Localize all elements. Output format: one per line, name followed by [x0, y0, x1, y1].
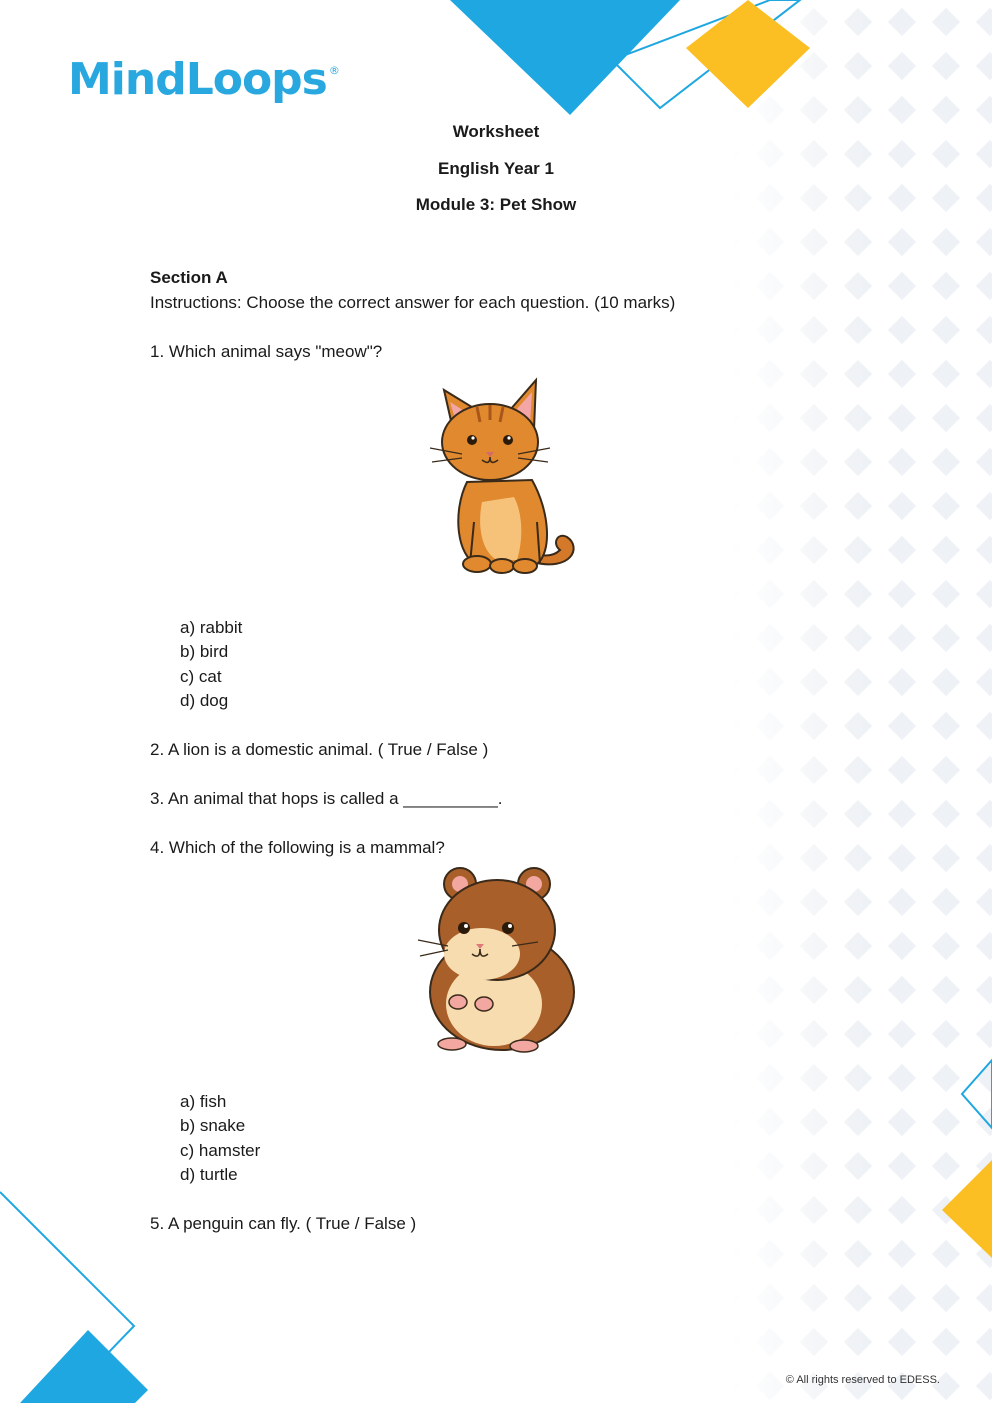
q1-option-d: d) dog — [180, 691, 229, 710]
question-5: 5. A penguin can fly. ( True / False ) — [150, 1214, 417, 1233]
cat-illustration — [422, 372, 587, 584]
module-title: Module 3: Pet Show — [415, 195, 577, 214]
hamster-illustration — [412, 862, 587, 1057]
copyright-footer: © All rights reserved to EDESS. — [785, 1374, 940, 1386]
question-4: 4. Which of the following is a mammal? — [150, 838, 445, 857]
q4-option-b: b) snake — [180, 1116, 246, 1135]
blue-triangle-bottom — [20, 1330, 148, 1403]
q1-option-c: c) cat — [180, 667, 222, 686]
q4-option-a: a) fish — [180, 1092, 227, 1111]
section-instructions: Instructions: Choose the correct answer for each question. (10 marks) — [150, 293, 676, 312]
q4-option-d: d) turtle — [180, 1165, 238, 1184]
question-3: 3. An animal that hops is called a __________. — [150, 789, 503, 808]
worksheet-title: Worksheet — [452, 122, 540, 141]
question-1: 1. Which animal says "meow"? — [150, 342, 383, 361]
mindloops-logo: MindLoops ® — [68, 54, 339, 105]
subject-title: English Year 1 — [438, 159, 554, 178]
question-2: 2. A lion is a domestic animal. ( True / False ) — [150, 740, 489, 759]
q4-option-c: c) hamster — [180, 1141, 261, 1160]
section-title: Section A — [150, 268, 228, 287]
q1-option-b: b) bird — [180, 642, 229, 661]
blue-triangle-top — [450, 0, 680, 115]
q1-option-a: a) rabbit — [180, 618, 243, 637]
